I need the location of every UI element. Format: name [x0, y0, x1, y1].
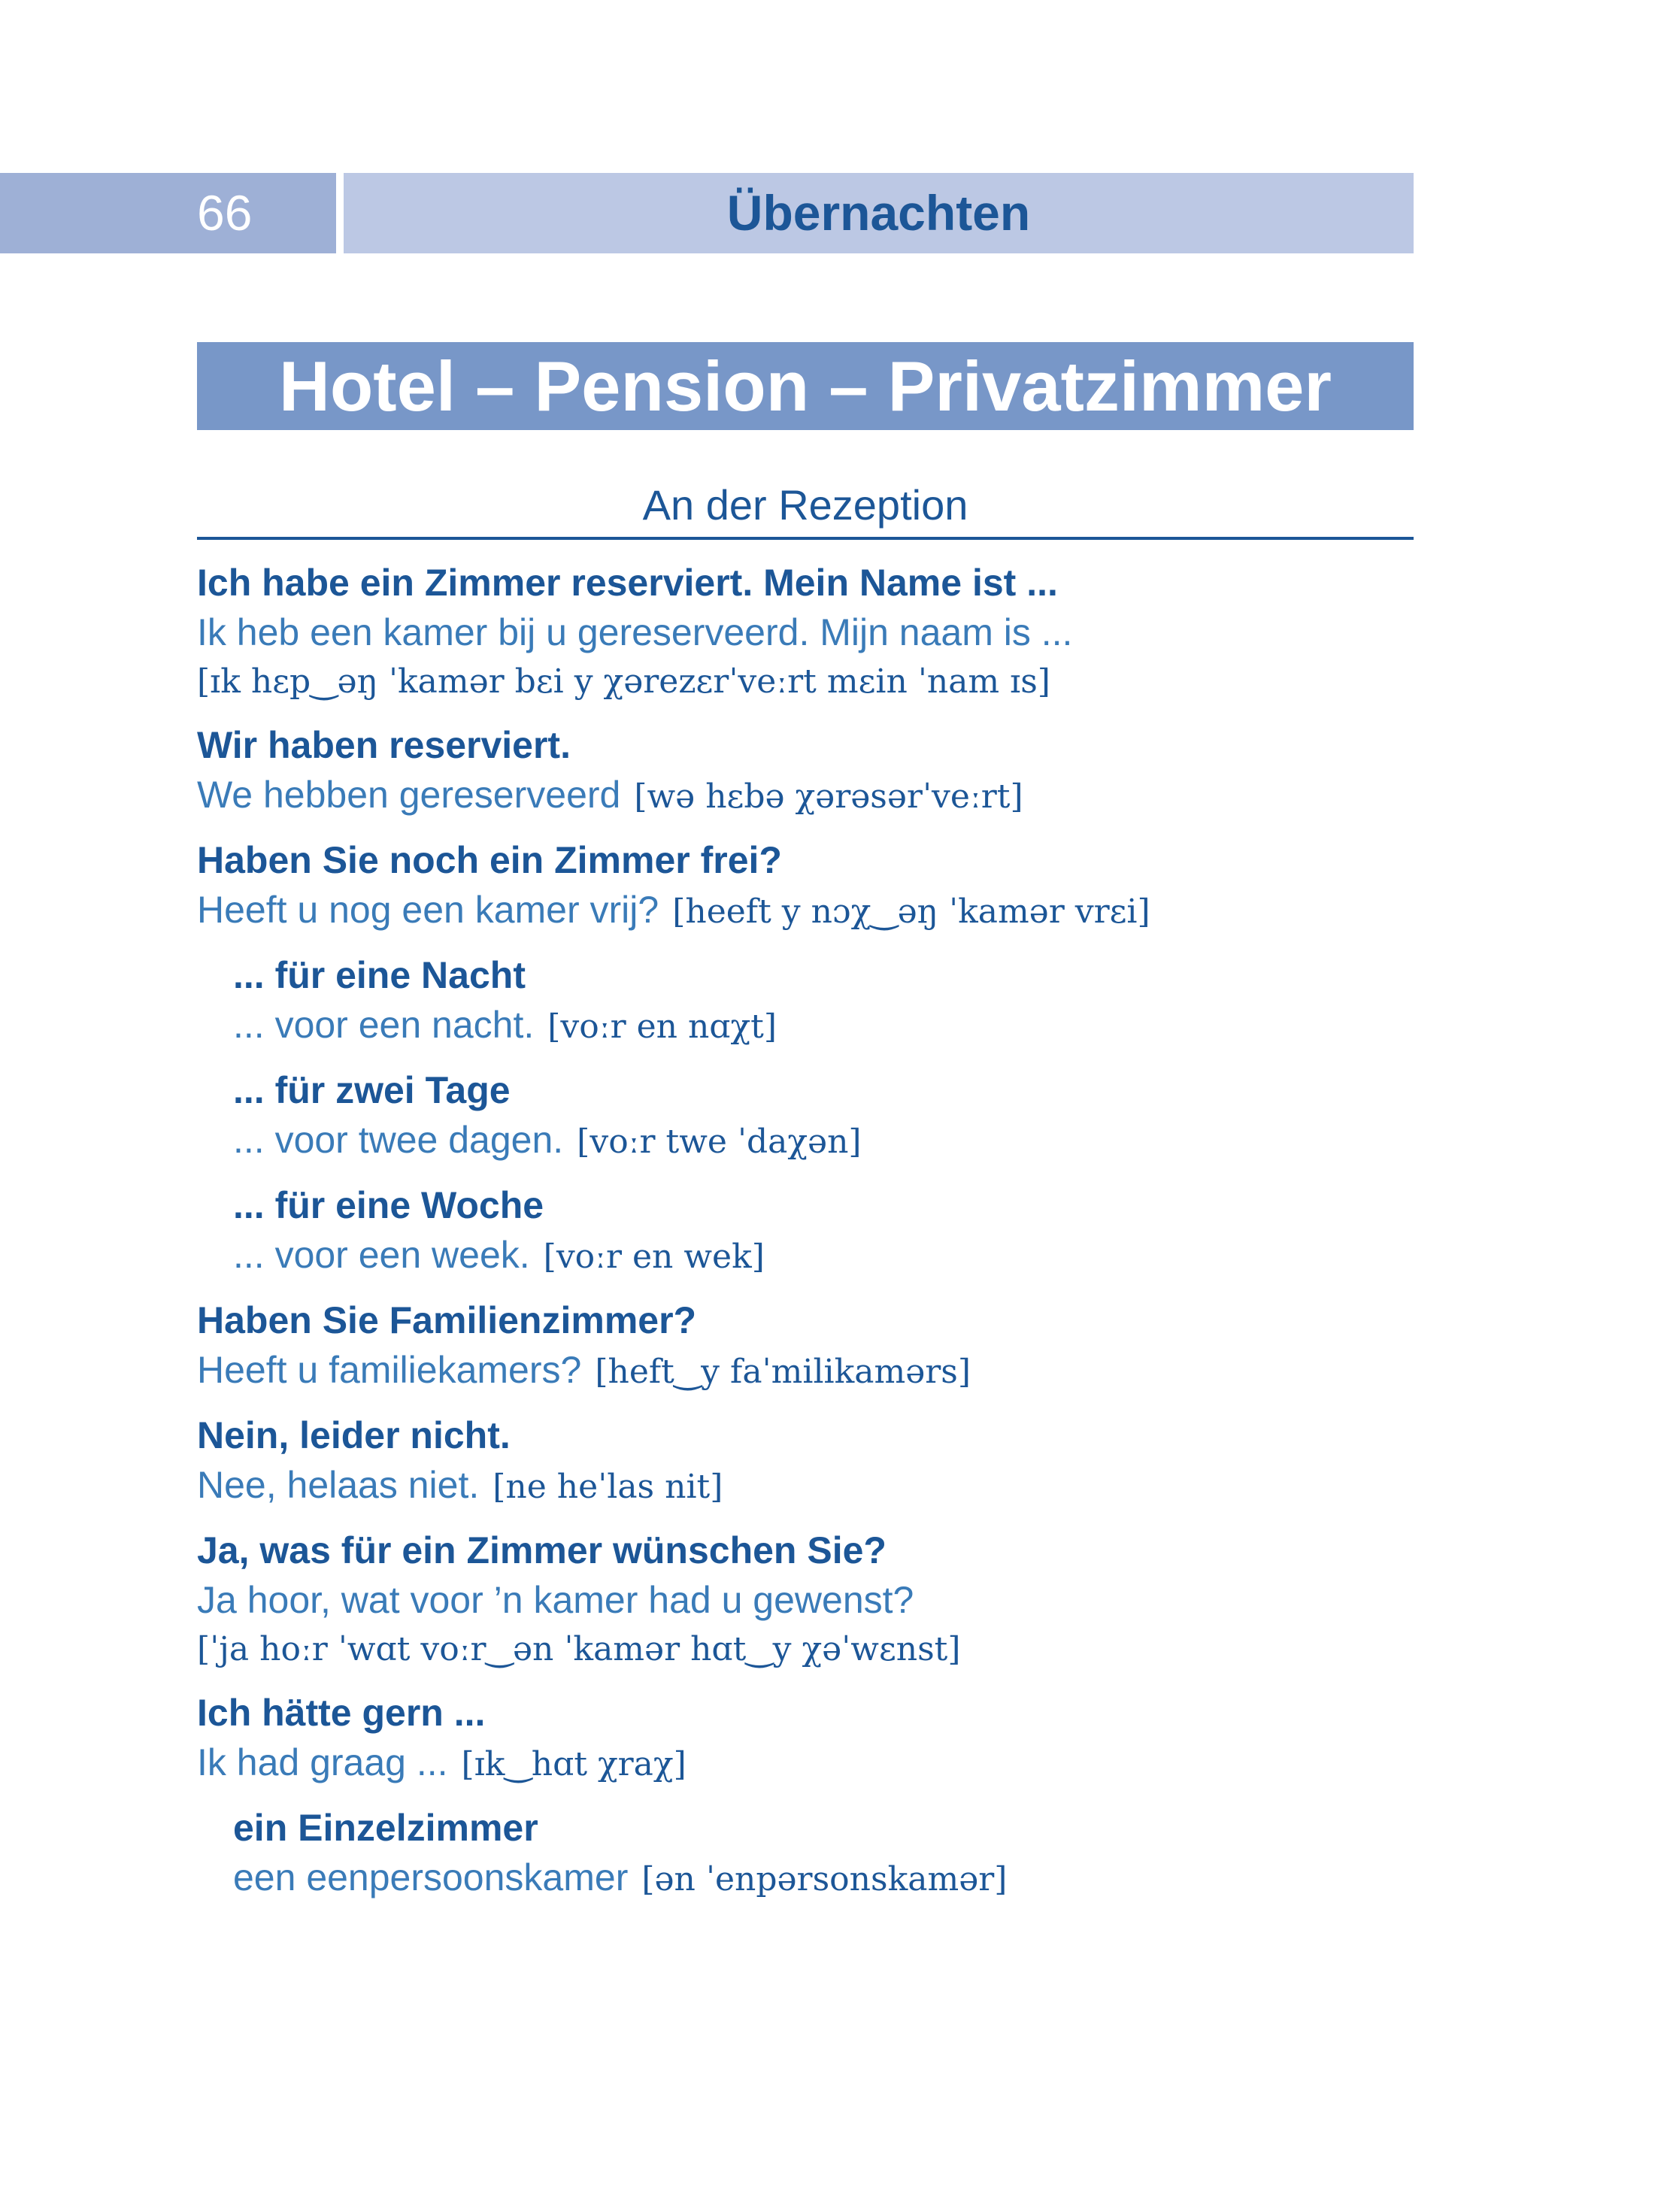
dutch-phrase-line	[233, 1000, 1414, 1052]
german-phrase: Ich habe ein Zimmer reserviert. Mein Name ist ...	[197, 562, 1058, 604]
dutch-phrase-line	[233, 1853, 1414, 1904]
german-phrase: Wir haben reserviert.	[197, 724, 571, 766]
pronunciation: [voːr en nɑχt]	[547, 1008, 777, 1046]
dutch-phrase-line	[197, 770, 1414, 822]
phrase-entry	[197, 1411, 1414, 1512]
dutch-phrase: Heeft u nog een kamer vrij?	[197, 889, 659, 931]
phrase-list	[197, 558, 1414, 1918]
german-phrase: ... für eine Nacht	[233, 954, 526, 996]
dutch-phrase-line	[197, 1738, 1414, 1789]
dutch-phrase-line	[233, 1230, 1414, 1282]
german-phrase: ein Einzelzimmer	[233, 1807, 538, 1849]
chapter-title: Übernachten	[344, 173, 1414, 253]
phrase-entry	[197, 950, 1414, 1052]
german-phrase: Nein, leider nicht.	[197, 1414, 511, 1456]
phrase-entry	[197, 1180, 1414, 1282]
pronunciation: [ən ˈenpərsonskamər]	[641, 1860, 1008, 1898]
dutch-phrase: ... voor een week.	[233, 1234, 530, 1276]
pronunciation: [ˈja hoːr ˈwɑt voːr‿ən ˈkamər hɑt‿y χəˈwɛnst]	[197, 1630, 961, 1668]
dutch-phrase: een eenpersoonskamer	[233, 1856, 629, 1898]
pronunciation: [heft‿y faˈmilikamərs]	[595, 1353, 971, 1391]
dutch-phrase-line	[197, 1460, 1414, 1512]
german-phrase: Haben Sie Familienzimmer?	[197, 1299, 697, 1341]
german-phrase: Ich hätte gern ...	[197, 1692, 486, 1734]
phrase-entry	[197, 558, 1414, 707]
dutch-phrase: We hebben gereserveerd	[197, 774, 621, 816]
pronunciation: [wə hɛbə χərəsərˈveːrt]	[634, 777, 1023, 816]
section-title: Hotel – Pension – Privatzimmer	[197, 342, 1414, 430]
dutch-phrase-line	[197, 885, 1414, 937]
dutch-phrase: ... voor een nacht.	[233, 1004, 535, 1046]
german-phrase: Ja, was für ein Zimmer wünschen Sie?	[197, 1529, 887, 1571]
phrase-entry	[197, 1295, 1414, 1397]
dutch-phrase: Ik heb een kamer bij u gereserveerd. Mijn naam is ...	[197, 611, 1073, 653]
german-phrase: ... für zwei Tage	[233, 1069, 511, 1111]
pronunciation: [heeft y nɔχ‿əŋ ˈkamər vrɛi]	[672, 892, 1150, 931]
phrase-entry	[197, 1688, 1414, 1789]
phrase-entry	[197, 835, 1414, 937]
phrase-entry	[197, 1065, 1414, 1167]
dutch-phrase-line	[233, 1115, 1414, 1167]
dutch-phrase: Nee, helaas niet.	[197, 1464, 480, 1506]
dutch-phrase: ... voor twee dagen.	[233, 1119, 564, 1161]
pronunciation: [ɪk‿hɑt χraχ]	[461, 1745, 686, 1783]
dutch-phrase: Ik had graag ...	[197, 1741, 448, 1783]
dutch-phrase: Heeft u familiekamers?	[197, 1349, 582, 1391]
page-number: 66	[0, 173, 336, 253]
dutch-phrase-line	[197, 1345, 1414, 1397]
dutch-phrase: Ja hoor, wat voor ’n kamer had u gewenst?	[197, 1579, 914, 1621]
pronunciation: [ɪk hɛp‿əŋ ˈkamər bɛi y χərezɛrˈveːrt mɛin ˈnam ɪs]	[197, 662, 1050, 701]
pronunciation: [voːr twe ˈdaχən]	[577, 1123, 862, 1161]
pronunciation: [voːr en wek]	[543, 1238, 765, 1276]
phrase-entry	[197, 720, 1414, 822]
phrase-entry	[197, 1803, 1414, 1904]
phrase-entry	[197, 1526, 1414, 1674]
pronunciation: [ne heˈlas nit]	[493, 1468, 723, 1506]
german-phrase: ... für eine Woche	[233, 1184, 544, 1226]
german-phrase: Haben Sie noch ein Zimmer frei?	[197, 839, 782, 881]
subsection-title: An der Rezeption	[197, 475, 1414, 540]
